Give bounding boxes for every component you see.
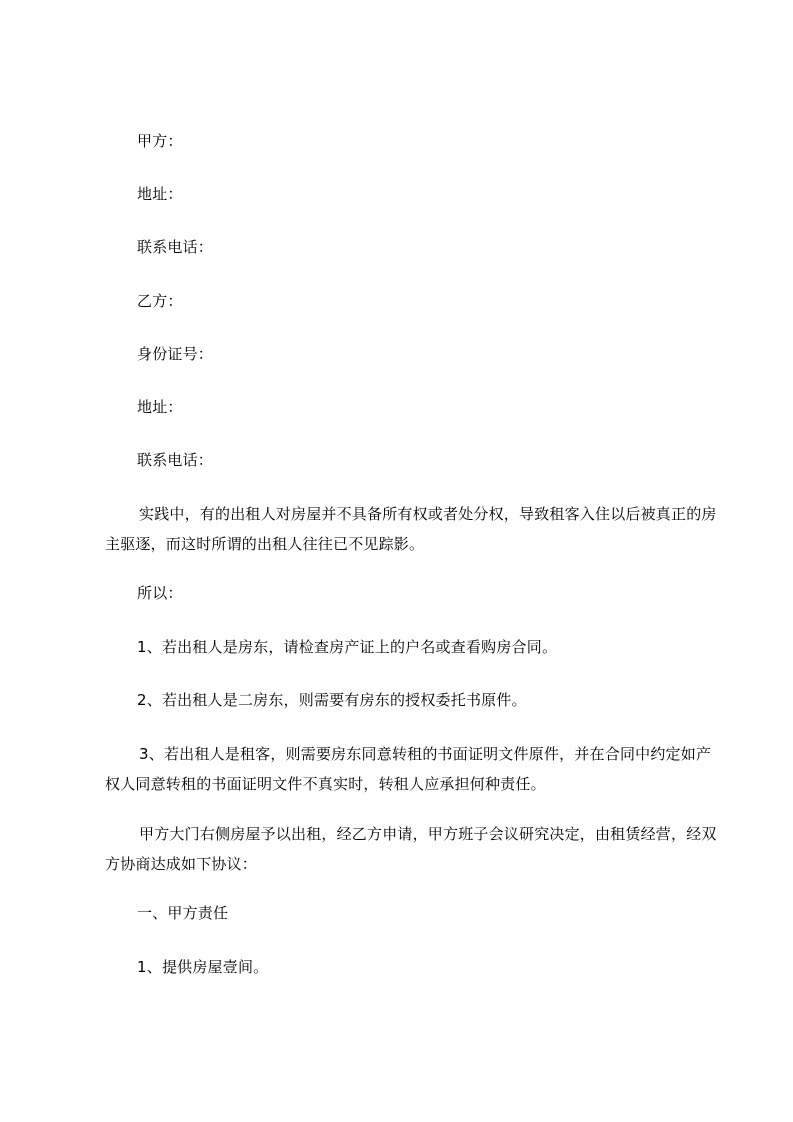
party-b-phone-label: 联系电话： xyxy=(137,451,214,469)
tip-item-1: 1、若出租人是房东，请检查房产证上的户名或查看购房合同。 xyxy=(137,638,558,656)
intro-paragraph: 实践中，有的出租人对房屋并不具备所有权或者处分权，导致租客入住以后被真正的房主驱逐，而这时所谓的出租人往往已不见踪影。 xyxy=(105,505,717,553)
section-title: 一、甲方责任 xyxy=(137,904,229,922)
section-item-1: 1、提供房屋壹间。 xyxy=(137,958,269,976)
agreement-paragraph: 甲方大门右侧房屋予以出租，经乙方申请，甲方班子会议研究决定，由租赁经营，经双方协商达成如下协议： xyxy=(105,825,717,873)
party-b-label: 乙方： xyxy=(137,292,183,310)
party-b-address-label: 地址： xyxy=(137,398,183,416)
tip-item-3: 3、若出租人是租客，则需要房东同意转租的书面证明文件原件，并在合同中约定如产权人同意转租的书面证明文件不真实时，转租人应承担何种责任。 xyxy=(105,745,712,793)
party-a-address-label: 地址： xyxy=(137,185,183,203)
party-a-phone-label: 联系电话： xyxy=(137,238,214,256)
party-b-id-label: 身份证号： xyxy=(137,345,214,363)
therefore-label: 所以： xyxy=(137,584,183,602)
party-a-label: 甲方： xyxy=(137,132,183,150)
tip-item-2: 2、若出租人是二房东，则需要有房东的授权委托书原件。 xyxy=(137,691,527,709)
